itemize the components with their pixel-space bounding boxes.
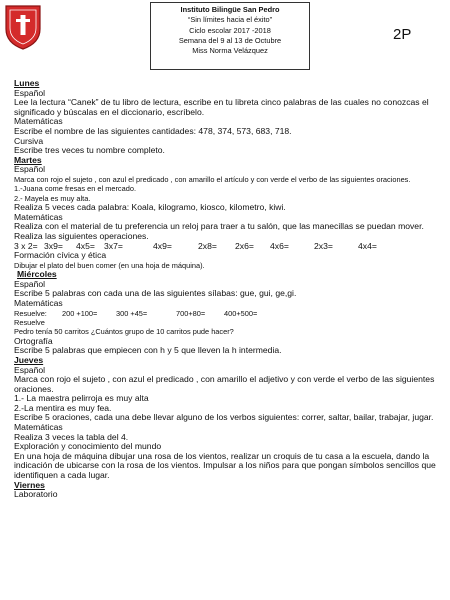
subject-espanol: Español: [14, 364, 46, 375]
subject-exploracion: Exploración y conocimiento del mundo: [14, 441, 162, 452]
task-text: En una hoja de máquina dibujar una rosa de los vientos, realizar un croquis de tu casa a la escuela, dando la indicación de ubicarse con la rosa de los vientos. Impulsar a los niños para que pongan símbolos sencillos que identifiquen a cada lugar.: [14, 450, 436, 481]
homework-content: [14, 79, 442, 500]
operation: 4x9=: [153, 240, 172, 251]
day-miercoles: Miércoles: [17, 269, 57, 280]
sentence-1: 1.-Juana come fresas en el mercado.: [14, 184, 137, 194]
school-name: Instituto Bilingüe San Pedro: [180, 5, 280, 14]
task-text: Realiza con el material de tu preferencia un reloj para traer a tu salón, que las manecillas se puedan mover.: [14, 221, 424, 232]
task-text: Realiza 5 veces cada palabra: Koala, kilogramo, kiosco, kilometro, kiwi.: [14, 202, 286, 213]
operation: 4x4=: [358, 240, 377, 251]
task-text: Lee la lectura “Canek” de tu libro de lectura, escribe en tu libreta cinco palabras de las cuales no conozcas el significado y búscalas en el diccionario, escríbelo.: [14, 97, 429, 117]
day-jueves: Jueves: [14, 354, 44, 365]
teacher-name: Miss Norma Velázquez: [192, 46, 268, 56]
school-logo: [3, 3, 43, 51]
week-range: Semana del 9 al 13 de Octubre: [178, 35, 282, 45]
task-text: Escribe el nombre de las siguientes cantidades: 478, 374, 573, 683, 718.: [14, 125, 292, 136]
subject-ortografia: Ortografía: [14, 335, 53, 346]
subject-matematicas: Matemáticas: [14, 211, 63, 222]
subject-laboratorio: Laboratorio: [14, 489, 58, 500]
task-text: Marca con rojo el sujeto , con azul el predicado , con amarillo el artículo y con verde el verbo de las siguientes oraciones.: [14, 174, 411, 184]
school-header: [150, 2, 310, 70]
school-motto: “Sin límites hacia el éxito”: [187, 15, 273, 25]
sentence-1: 1.- La maestra pelirroja es muy alta: [14, 393, 149, 404]
day-viernes: Viernes: [14, 479, 45, 490]
task-text: Pedro tenía 50 carritos ¿Cuántos grupo de 10 carritos pude hacer?: [14, 327, 234, 337]
task-text: Marca con rojo el sujeto , con azul el predicado , con amarillo el adjetivo y con verde el verbo de las siguientes oraciones.: [14, 374, 435, 394]
subject-matematicas: Matemáticas: [14, 116, 63, 127]
task-text: Realiza las siguientes operaciones.: [14, 230, 149, 241]
resuelve-label: Resuelve:: [14, 308, 47, 318]
task-text: Escribe 5 palabras que empiecen con h y 5 que lleven la h intermedia.: [14, 345, 282, 356]
school-cycle: Ciclo escolar 2017 -2018: [189, 25, 271, 35]
operation: 3 x 2=: [14, 240, 38, 251]
operation: 400+500=: [224, 308, 258, 318]
task-text: Escribe 5 oraciones, cada una debe llevar alguno de los verbos siguientes: correr, saltar, bailar, trabajar, jugar.: [14, 412, 434, 423]
operation: 200 +100=: [62, 308, 98, 318]
sentence-2: 2.-La mentira es muy fea.: [14, 402, 112, 413]
day-martes: Martes: [14, 154, 42, 165]
operation: 4x6=: [270, 240, 289, 251]
sentence-2: 2.- Mayela es muy alta.: [14, 193, 91, 203]
operation: 4x5=: [76, 240, 95, 251]
subject-matematicas: Matemáticas: [14, 422, 63, 433]
operations-row: [14, 309, 442, 318]
operation: 2x6=: [235, 240, 254, 251]
subject-cursiva: Cursiva: [14, 135, 44, 146]
grade-label: 2P: [393, 26, 412, 43]
subject-matematicas: Matemáticas: [14, 297, 63, 308]
operation: 700+80=: [176, 308, 206, 318]
task-text: Realiza 3 veces la tabla del 4.: [14, 431, 129, 442]
subject-civica: Formación cívica y ética: [14, 250, 107, 261]
operation: 2x3=: [314, 240, 333, 251]
task-text: Escribe tres veces tu nombre completo.: [14, 145, 165, 156]
subject-espanol: Español: [14, 87, 46, 98]
day-lunes: Lunes: [14, 78, 40, 88]
task-text: Dibujar el plato del buen comer (en una hoja de máquina).: [14, 260, 205, 270]
task-text: Escribe 5 palabras con cada una de las siguientes sílabas: gue, gui, ge,gi.: [14, 288, 297, 299]
task-text: Resuelve: [14, 317, 45, 327]
subject-espanol: Español: [14, 164, 46, 175]
operation: 3x7=: [104, 240, 123, 251]
subject-espanol: Español: [14, 278, 46, 289]
operation: 300 +45=: [116, 308, 148, 318]
operation: 3x9=: [44, 240, 63, 251]
operation: 2x8=: [198, 240, 217, 251]
